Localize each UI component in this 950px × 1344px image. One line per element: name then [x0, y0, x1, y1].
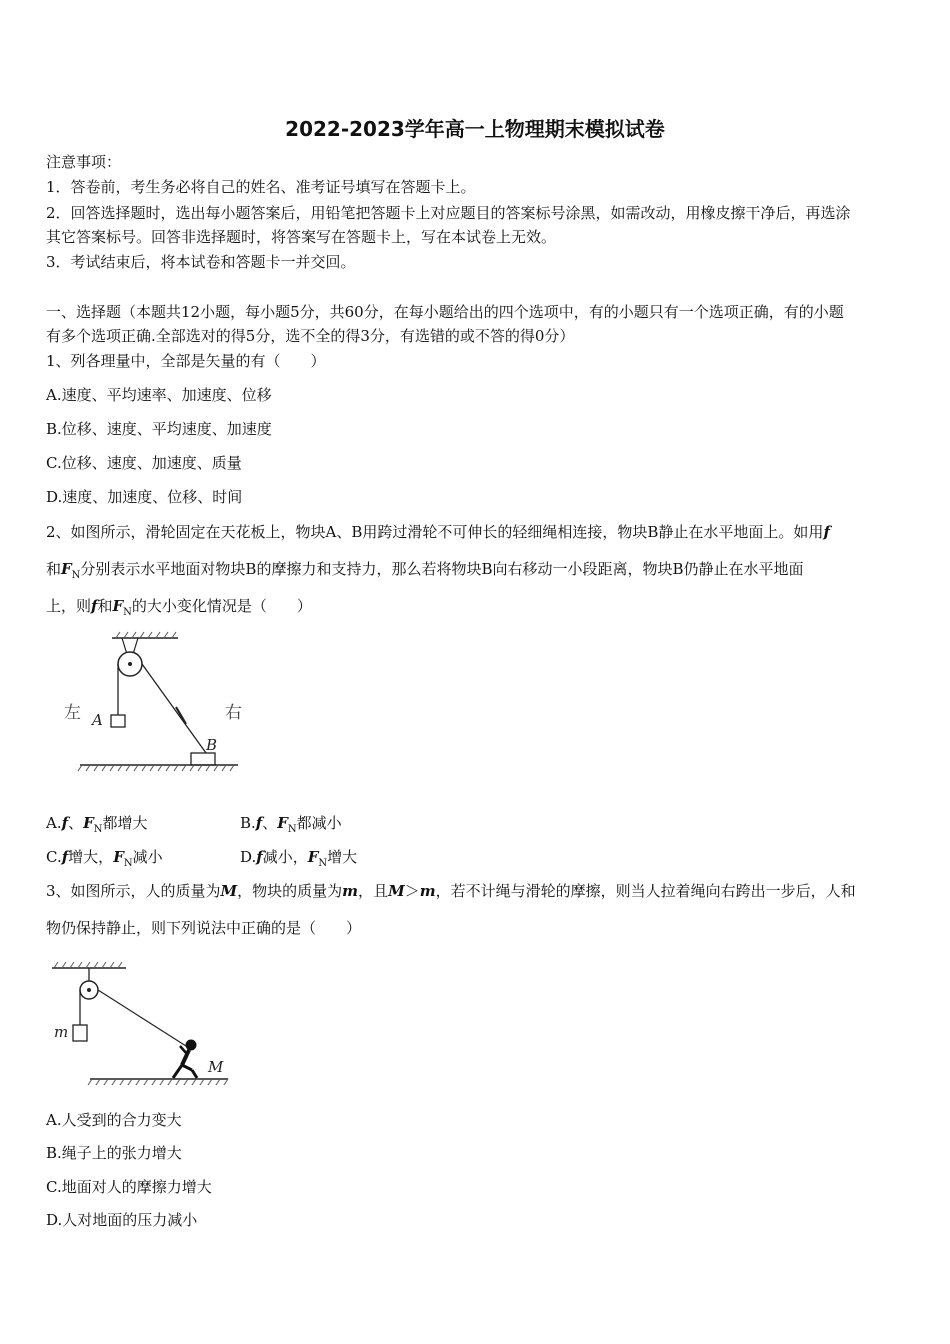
q3-pulley-diagram — [46, 962, 236, 1086]
q2-pulley-diagram — [64, 632, 250, 774]
label-M: M — [208, 1058, 224, 1076]
q2-stem-line3: 上，则f和$F_N$的大小变化情况是（ ） — [46, 597, 312, 618]
q2-option-c: C.f增大，$F_N$减小 — [46, 848, 163, 869]
notice-heading: 注意事项： — [46, 153, 122, 171]
q2-option-a: A.f、$F_N$都增大 — [46, 814, 148, 835]
section-heading: 一、选择题（本题共12小题，每小题5分，共60分，在每小题给出的四个选项中，有的小题只有一个选项正确，有的小题 — [46, 303, 844, 321]
label-left: 左 — [64, 703, 81, 723]
q3-option-c: C.地面对人的摩擦力增大 — [46, 1178, 212, 1196]
q1-option-c: C.位移、速度、加速度、质量 — [46, 454, 242, 472]
notice-item-1: 1．答卷前，考生务必将自己的姓名、准考证号填写在答题卡上。 — [46, 178, 476, 196]
q1-option-b: B.位移、速度、平均速度、加速度 — [46, 420, 272, 438]
notice-item-3: 3．考试结束后，将本试卷和答题卡一并交回。 — [46, 253, 356, 271]
q1-option-d: D.速度、加速度、位移、时间 — [46, 488, 243, 506]
q2-option-b: B.f、$F_N$都减小 — [240, 814, 342, 835]
block-b — [191, 753, 215, 765]
q3-stem-line1: 3、如图所示，人的质量为M，物块的质量为m，且M＞m，若不计绳与滑轮的摩擦，则当人拉着绳向右跨出一步后，人和 — [46, 882, 856, 900]
notice-item-2: 2．回答选择题时，选出每小题答案后，用铅笔把答题卡上对应题目的答案标号涂黑，如需改动，用橡皮擦干净后，再选涂 — [46, 204, 851, 222]
q2-option-d: D.f减小，$F_N$增大 — [240, 848, 358, 869]
notice-item-2-cont: 其它答案标号。回答非选择题时，将答案写在答题卡上，写在本试卷上无效。 — [46, 228, 557, 246]
q1-stem: 1、列各理量中，全部是矢量的有（ ） — [46, 352, 326, 370]
label-b: B — [206, 736, 218, 754]
page-title: 2022-2023学年高一上物理期末模拟试卷 — [285, 117, 665, 141]
label-m: m — [54, 1023, 69, 1041]
label-right: 右 — [225, 703, 242, 723]
q3-option-d: D.人对地面的压力减小 — [46, 1211, 198, 1229]
section-heading-cont: 有多个选项正确.全部选对的得5分，选不全的得3分，有选错的或不答的得0分） — [46, 327, 575, 345]
block-m — [73, 1025, 87, 1041]
q3-stem-line2: 物仍保持静止，则下列说法中正确的是（ ） — [46, 919, 362, 937]
q2-stem-line1: 2、如图所示，滑轮固定在天花板上，物块A、B用跨过滑轮不可伸长的轻细绳相连接，物块B静止在水平地面上。如用f — [46, 523, 830, 541]
q3-option-a: A.人受到的合力变大 — [46, 1111, 182, 1129]
q3-option-b: B.绳子上的张力增大 — [46, 1144, 182, 1162]
q1-option-a: A.速度、平均速率、加速度、位移 — [46, 386, 272, 404]
block-a — [111, 715, 125, 727]
q2-stem-line2: 和$F_N$分别表示水平地面对物块B的摩擦力和支持力，那么若将物块B向右移动一小段距离，物块B仍静止在水平地面 — [46, 560, 804, 581]
label-a: A — [92, 711, 103, 729]
